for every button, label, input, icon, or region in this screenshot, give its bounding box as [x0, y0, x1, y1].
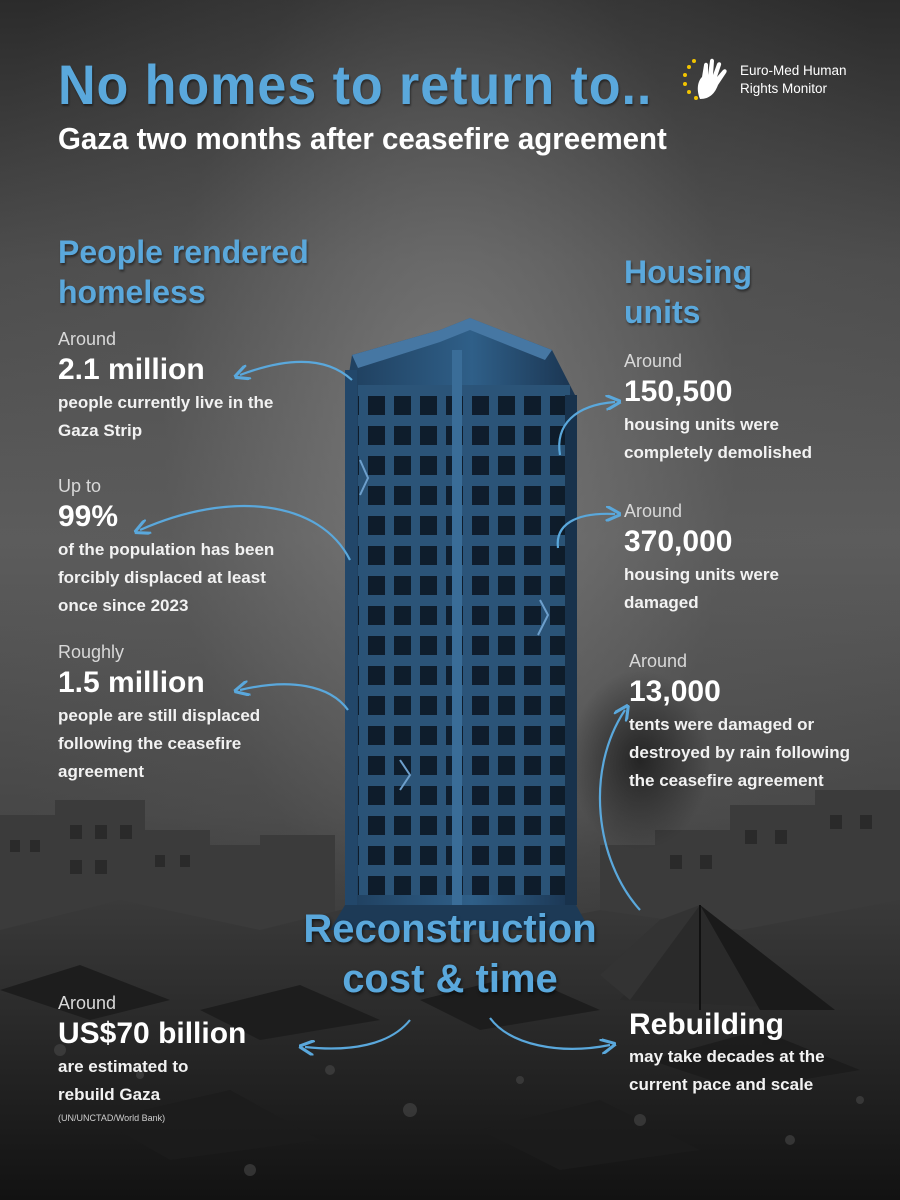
stat-description: people currently live in the Gaza Strip [58, 393, 274, 440]
page-title: No homes to return to.. [58, 53, 653, 116]
stat-qualifier: Around [58, 993, 117, 1013]
stat-value: US$70 billion [58, 1017, 247, 1050]
housing-stat-damaged [624, 499, 874, 617]
stat-value: 13,000 [629, 675, 721, 708]
stat-qualifier: Roughly [58, 642, 125, 662]
stat-qualifier: Around [58, 329, 117, 349]
people-stat-still-displaced [58, 640, 318, 786]
stat-description: people are still displaced following the ceasefire agreement [58, 706, 261, 781]
housing-stat-tents [629, 649, 879, 795]
people-stat-displaced-once [58, 474, 318, 620]
stat-description: housing units were completely demolished [624, 415, 812, 462]
stat-value: 150,500 [624, 375, 733, 408]
housing-stat-demolished [624, 349, 874, 467]
stat-description: tents were damaged or destroyed by rain following the ceasefire agreement [629, 715, 851, 790]
stat-source: (UN/UNCTAD/World Bank) [58, 1113, 166, 1123]
page-subtitle: Gaza two months after ceasefire agreement [58, 121, 667, 156]
stat-value: 1.5 million [58, 666, 205, 699]
stat-qualifier: Around [629, 651, 688, 671]
hand-dove-logo-icon [680, 55, 732, 107]
organization-name [740, 62, 880, 98]
damaged-tower [330, 318, 590, 930]
rebuilding-heading: Rebuilding [629, 1008, 784, 1041]
organization-name-line1: Euro-Med Human [740, 63, 847, 78]
stat-description: are estimated to rebuild Gaza [58, 1057, 189, 1104]
stat-value: 2.1 million [58, 353, 205, 386]
reconstruction-time-stat [629, 1007, 879, 1099]
reconstruction-section-title: Reconstruction cost & time [303, 907, 597, 1001]
organization-name-line2: Rights Monitor [740, 81, 828, 96]
people-stat-population [58, 327, 318, 445]
stat-description: of the population has been forcibly displaced at least once since 2023 [58, 540, 275, 615]
organization-logo [680, 55, 870, 107]
stat-qualifier: Up to [58, 476, 102, 496]
stat-value: 99% [58, 500, 119, 533]
rebuilding-description: may take decades at the current pace and scale [629, 1047, 825, 1094]
stat-description: housing units were damaged [624, 565, 779, 612]
housing-section-title: Housing units [624, 254, 752, 330]
stat-qualifier: Around [624, 501, 683, 521]
people-section-title: People rendered homeless [58, 234, 309, 310]
stat-qualifier: Around [624, 351, 683, 371]
stat-value: 370,000 [624, 525, 733, 558]
reconstruction-cost-stat [58, 991, 318, 1125]
